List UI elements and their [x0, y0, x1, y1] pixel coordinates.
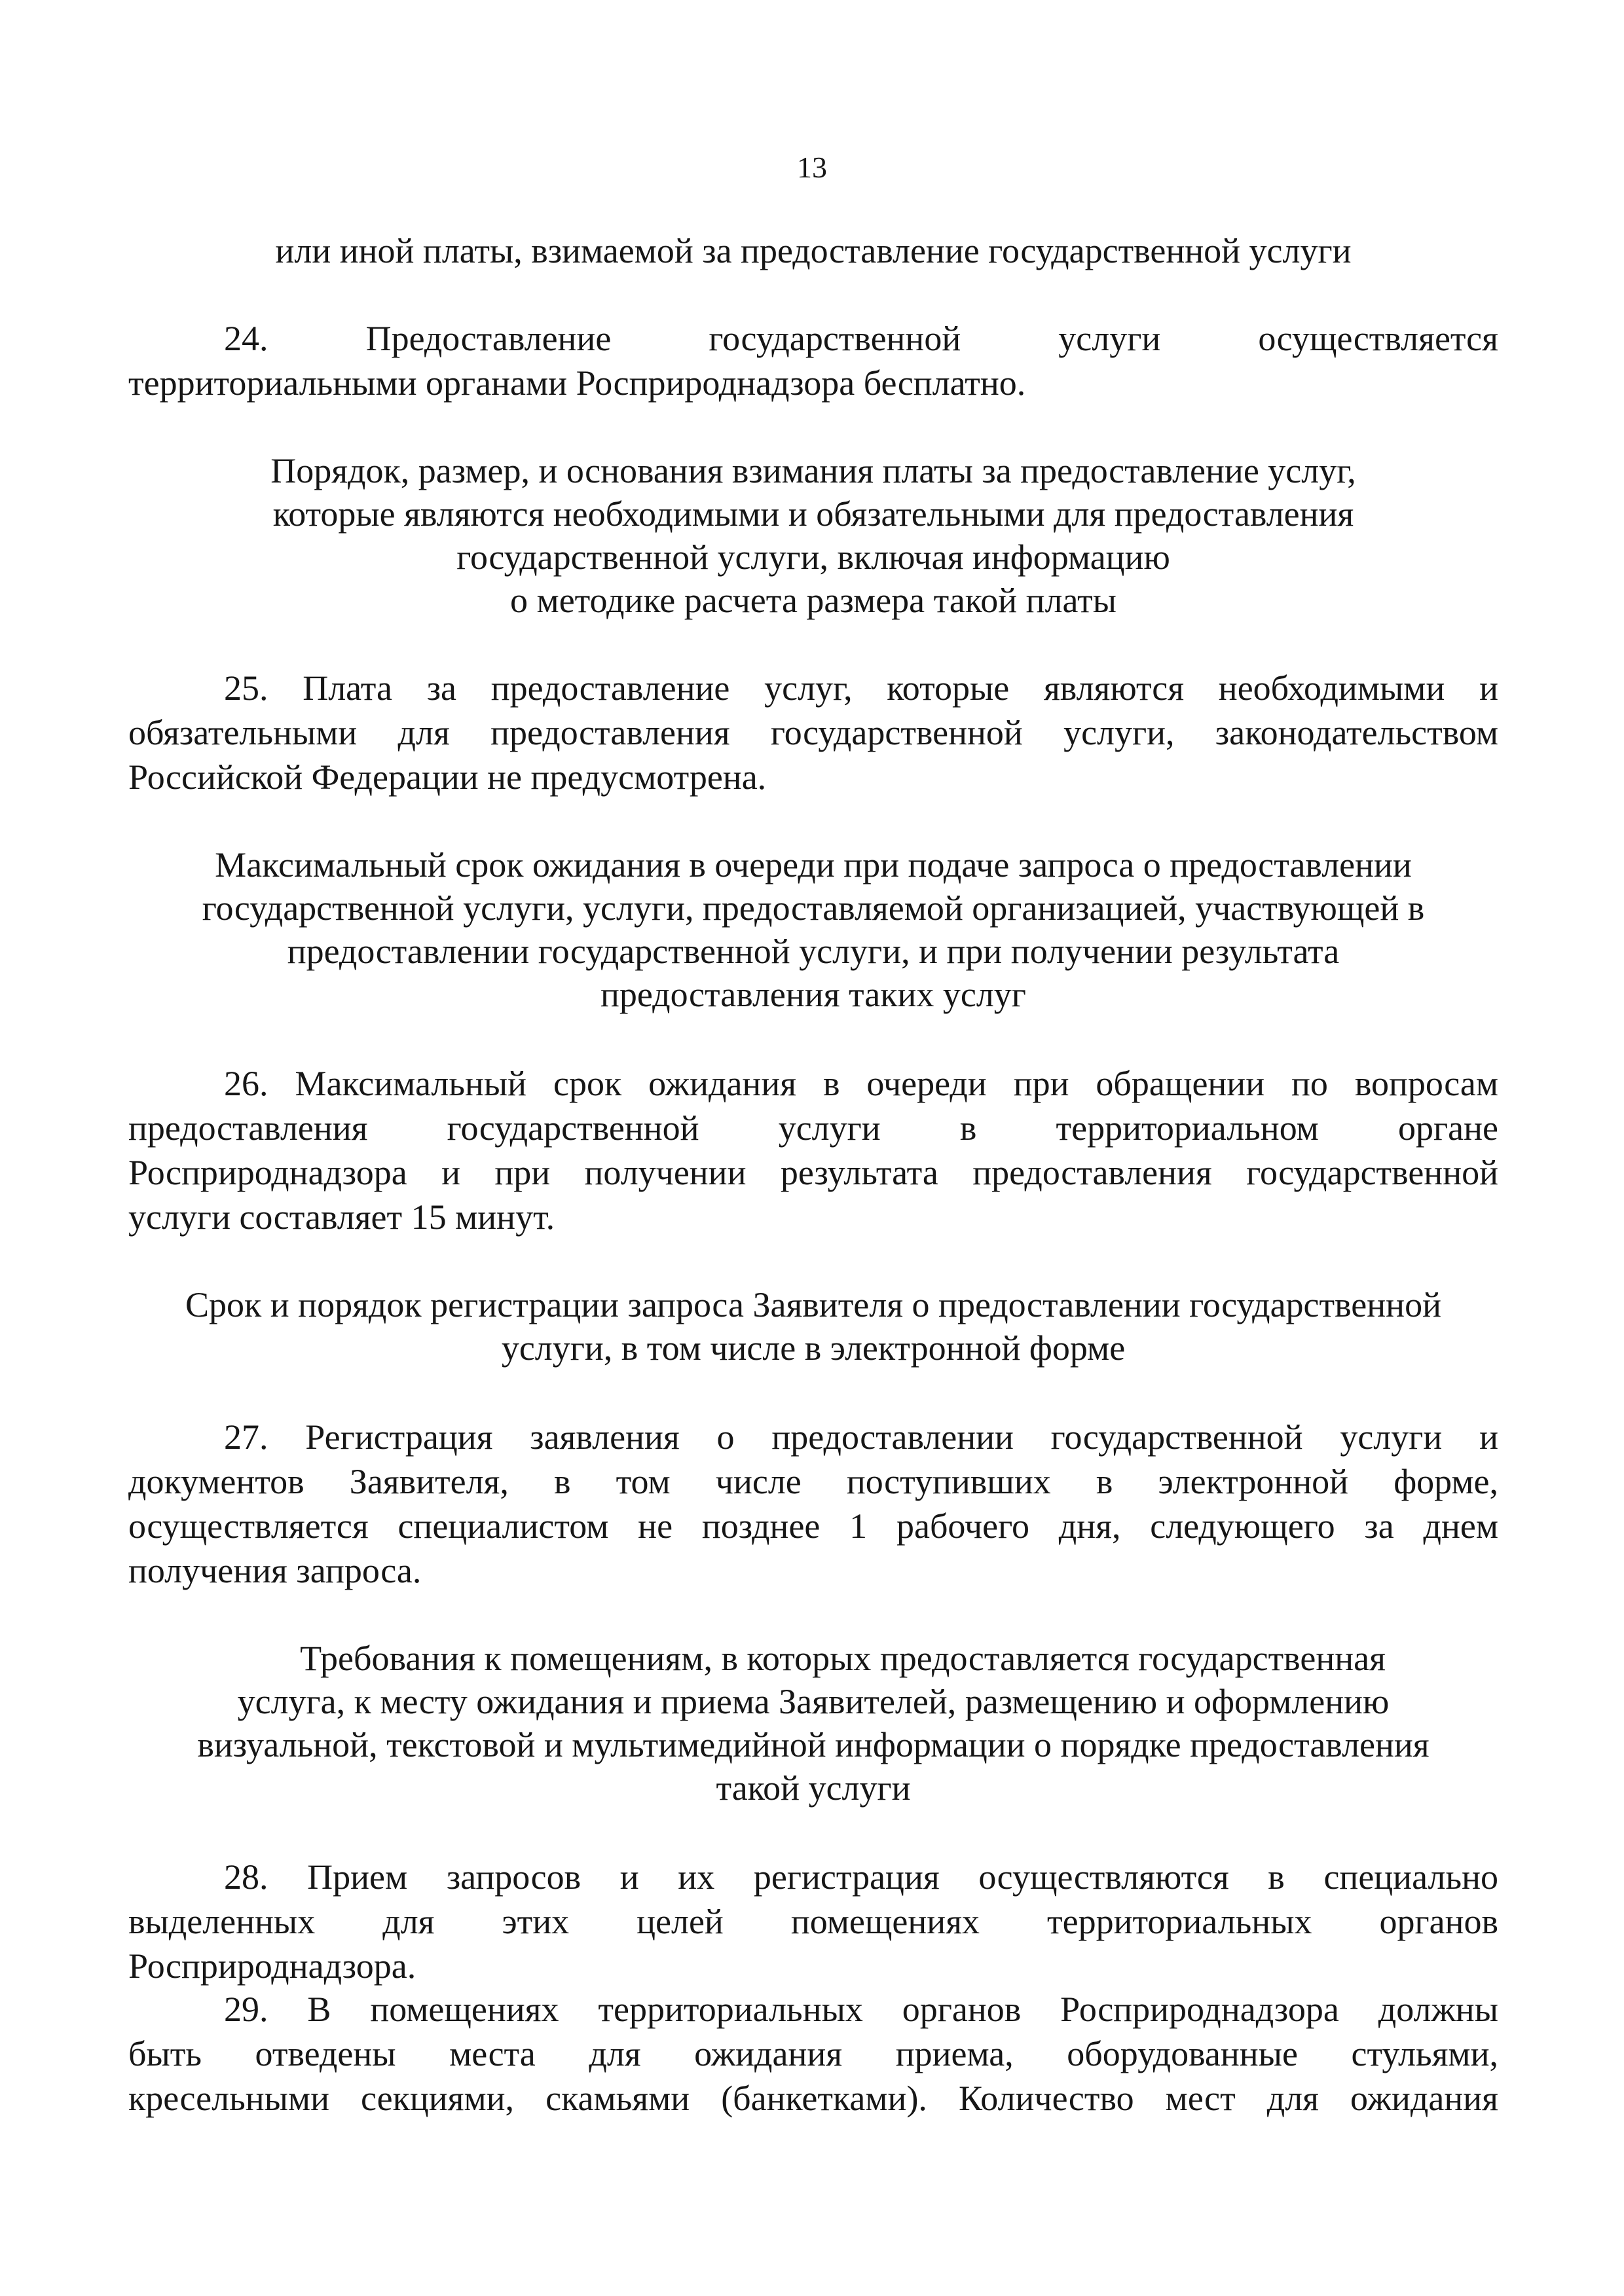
paragraph-24-line-2: территориальными органами Росприроднадзора бесплатно. [128, 363, 1026, 403]
paragraph-29-line-3: кресельными секциями, скамьями (банкетками). Количество мест для ожидания [128, 2079, 1498, 2118]
heading-premises-line-4: такой услуги [716, 1768, 911, 1808]
paragraph-26-line-1: 26. Максимальный срок ожидания в очереди при обращении по вопросам [224, 1064, 1498, 1103]
heading-waiting-time-line-3: предоставлении государственной услуги, и при получении результата [287, 932, 1340, 971]
heading-fee-procedure-line-3: государственной услуги, включая информацию [456, 538, 1170, 577]
heading-waiting-time-line-4: предоставления таких услуг [600, 975, 1026, 1014]
heading-premises-line-1: Требования к помещениям, в которых предоставляется государственная [300, 1639, 1386, 1678]
heading-premises-line-2: услуга, к месту ожидания и приема Заявителей, размещению и оформлению [237, 1682, 1390, 1721]
paragraph-28-line-1: 28. Прием запросов и их регистрация осуществляются в специально [224, 1857, 1498, 1897]
paragraph-27-line-3: осуществляется специалистом не позднее 1 рабочего дня, следующего за днем [128, 1506, 1498, 1546]
heading-waiting-time-line-1: Максимальный срок ожидания в очереди при подаче запроса о предоставлении [215, 845, 1412, 884]
heading-fee-line: или иной платы, взимаемой за предоставление государственной услуги [275, 231, 1352, 270]
paragraph-24-line-1: 24. Предоставление государственной услуги осуществляется [224, 319, 1498, 358]
heading-fee-procedure-line-1: Порядок, размер, и основания взимания платы за предоставление услуг, [270, 451, 1356, 490]
paragraph-25-line-1: 25. Плата за предоставление услуг, которые являются необходимыми и [224, 668, 1498, 708]
paragraph-28-line-3: Росприроднадзора. [128, 1946, 416, 1986]
paragraph-25-line-3: Российской Федерации не предусмотрена. [128, 757, 767, 797]
paragraph-29-line-2: быть отведены места для ожидания приема, оборудованные стульями, [128, 2034, 1498, 2073]
paragraph-27-line-4: получения запроса. [128, 1551, 422, 1590]
heading-fee-procedure-line-4: о методике расчета размера такой платы [510, 581, 1116, 620]
paragraph-29-line-1: 29. В помещениях территориальных органов Росприроднадзора должны [224, 1990, 1498, 2029]
heading-registration-line-2: услуги, в том числе в электронной форме [501, 1328, 1126, 1368]
page-number: 13 [797, 151, 827, 184]
paragraph-27-line-2: документов Заявителя, в том числе поступивших в электронной форме, [128, 1462, 1498, 1501]
heading-fee-procedure-line-2: которые являются необходимыми и обязательными для предоставления [272, 494, 1354, 534]
heading-premises-line-3: визуальной, текстовой и мультимедийной информации о порядке предоставления [197, 1725, 1430, 1764]
heading-waiting-time-line-2: государственной услуги, услуги, предоставляемой организацией, участвующей в [202, 888, 1425, 928]
heading-registration-line-1: Срок и порядок регистрации запроса Заявителя о предоставлении государственной [185, 1285, 1441, 1324]
paragraph-26-line-3: Росприроднадзора и при получении результата предоставления государственной [128, 1153, 1498, 1192]
paragraph-26-line-4: услуги составляет 15 минут. [128, 1197, 555, 1237]
paragraph-28-line-2: выделенных для этих целей помещениях территориальных органов [128, 1902, 1498, 1941]
paragraph-26-line-2: предоставления государственной услуги в территориальном органе [128, 1108, 1498, 1148]
paragraph-27-line-1: 27. Регистрация заявления о предоставлении государственной услуги и [224, 1417, 1498, 1457]
paragraph-25-line-2: обязательными для предоставления государственной услуги, законодательством [128, 713, 1498, 752]
